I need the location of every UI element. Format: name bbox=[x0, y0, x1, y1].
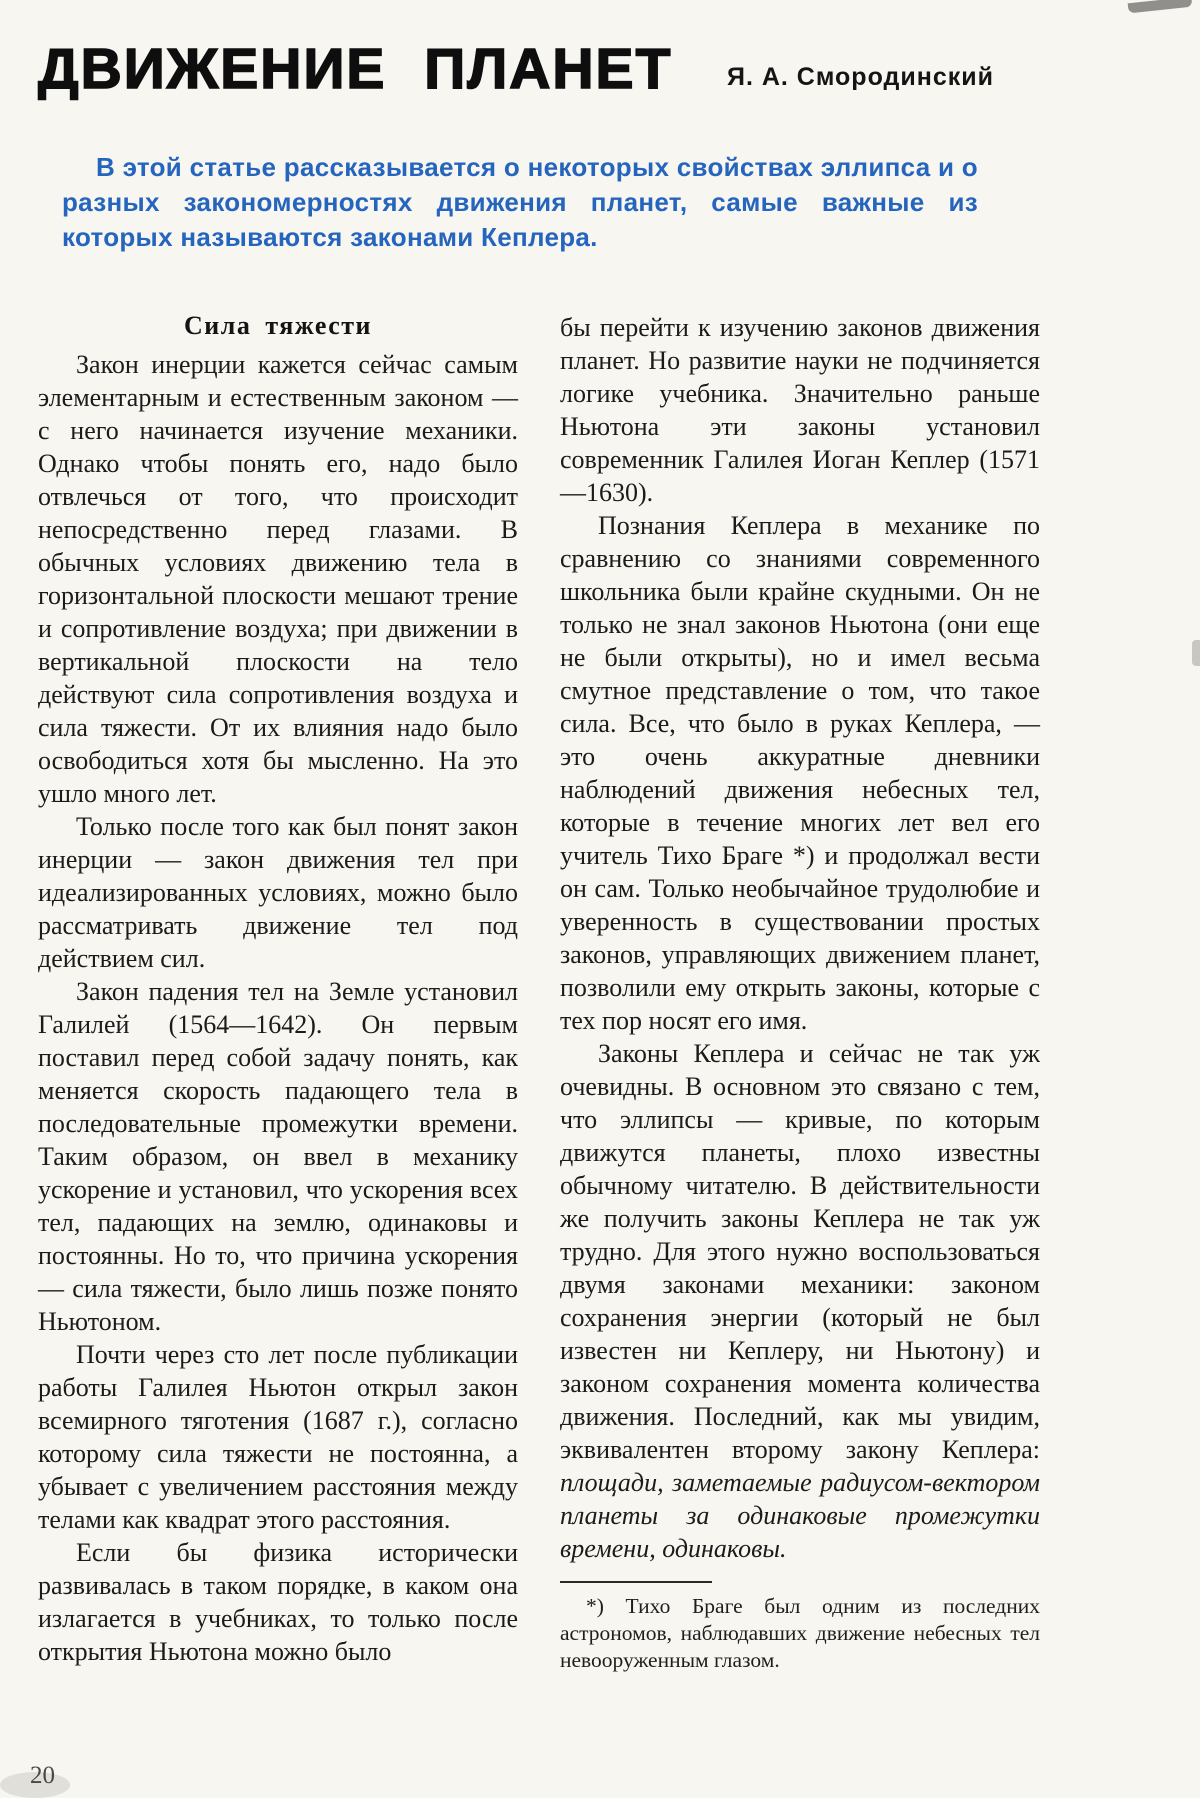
paragraph-lead-text: Законы Кеплера и сейчас не так уж очевидны. В основном это связано с тем, что эллипсы — кривые, по которым движутся планеты, плохо известны обычному читателю. В действительности же получить законы Кеплера не так уж трудно. Для этого нужно воспользоваться двумя законами механики: законом сохранения энергии (который не был известен ни Кеплеру, ни Ньютону) и законом сохранения момента количества движения. Последний, как мы увидим, эквивалентен второму закону Кеплера: bbox=[560, 1039, 1040, 1464]
paragraph: Если бы физика исторически развивалась в таком порядке, в каком она излагается в учебниках, то только после открытия Ньютона можно было bbox=[38, 1538, 518, 1666]
paragraph: Познания Кеплера в механике по сравнению со знаниями современного школьника были крайне скудными. Он не только не знал законов Ньютона (они еще не были открыты), но и имел весьма смутное представление о том, что такое сила. Все, что было в руках Кеплера, — это очень аккуратные дневники наблюдений движения небесных тел, которые в течение многих лет вел его учитель Тихо Браге *) и продолжал вести он сам. Только необычайное трудолюбие и уверенность в существовании простых законов, управляющих движением планет, позволили ему открыть законы, которые с тех пор носят его имя. bbox=[560, 511, 1040, 1035]
scan-artifact bbox=[0, 1772, 70, 1798]
paragraph: Только после того как был понят закон инерции — закон движения тел при идеализированных условиях, можно было рассматривать движение тел под действием сил. bbox=[38, 812, 518, 973]
footnote bbox=[560, 1581, 1040, 1674]
paragraph-continuation: бы перейти к изучению законов движения планет. Но развитие науки не подчиняется логике учебника. Значительно раньше Ньютона эти законы установил современник Галилея Иоган Кеплер (1571—1630). bbox=[560, 313, 1040, 507]
paragraph: Закон падения тел на Земле установил Галилей (1564—1642). Он первым поставил перед собой задачу понять, как меняется скорость падающего тела в последовательные промежутки времени. Таким образом, он ввел в механику ускорение и установил, что ускорения всех тел, падающих на землю, одинаковы и постоянны. Но то, что причина ускорения — сила тяжести, было лишь позже понято Ньютоном. bbox=[38, 977, 518, 1336]
scan-artifact bbox=[1192, 640, 1200, 666]
paragraph: Закон инерции кажется сейчас самым элементарным и естественным законом — с него начинается изучение механики. Однако чтобы понять его, надо было отвлечься от того, что происходит непосредственно перед глазами. В обычных условиях движению тела в горизонтальной плоскости мешают трение и сопротивление воздуха; при движении в вертикальной плоскости на тело действуют сила сопротивления воздуха и сила тяжести. От их влияния надо было освободиться хотя бы мысленно. На это ушло много лет. bbox=[38, 350, 518, 808]
kepler-second-law-italic: площади, заметаемые радиусом-вектором планеты за одинаковые промежутки времени, одинаковы. bbox=[560, 1468, 1040, 1563]
scan-artifact bbox=[1128, 0, 1193, 13]
footnote-text: *) Тихо Браге был одним из последних астрономов, наблюдавших движение небесных тел невооруженным глазом. bbox=[560, 1594, 1040, 1672]
footnote-divider bbox=[560, 1581, 712, 1583]
article-header bbox=[38, 36, 1040, 102]
right-column bbox=[560, 311, 1040, 1674]
left-column bbox=[38, 311, 518, 1674]
article-abstract: В этой статье рассказывается о некоторых свойствах эллипса и о разных закономерностях движения планет, самые важные из которых называются законами Кеплера. bbox=[62, 152, 978, 252]
article-body bbox=[38, 311, 1040, 1674]
article-author: Я. А. Смородинский bbox=[727, 63, 994, 91]
paragraph bbox=[560, 1037, 1040, 1565]
page-number: 20 bbox=[30, 1762, 55, 1789]
paragraph: Почти через сто лет после публикации работы Галилея Ньютон открыл закон всемирного тяготения (1687 г.), согласно которому сила тяжести не постоянна, а убывает с увеличением расстояния между телами как квадрат этого расстояния. bbox=[38, 1340, 518, 1534]
section-heading: Сила тяжести bbox=[184, 311, 372, 340]
article-title: ДВИЖЕНИЕ ПЛАНЕТ bbox=[38, 37, 673, 101]
